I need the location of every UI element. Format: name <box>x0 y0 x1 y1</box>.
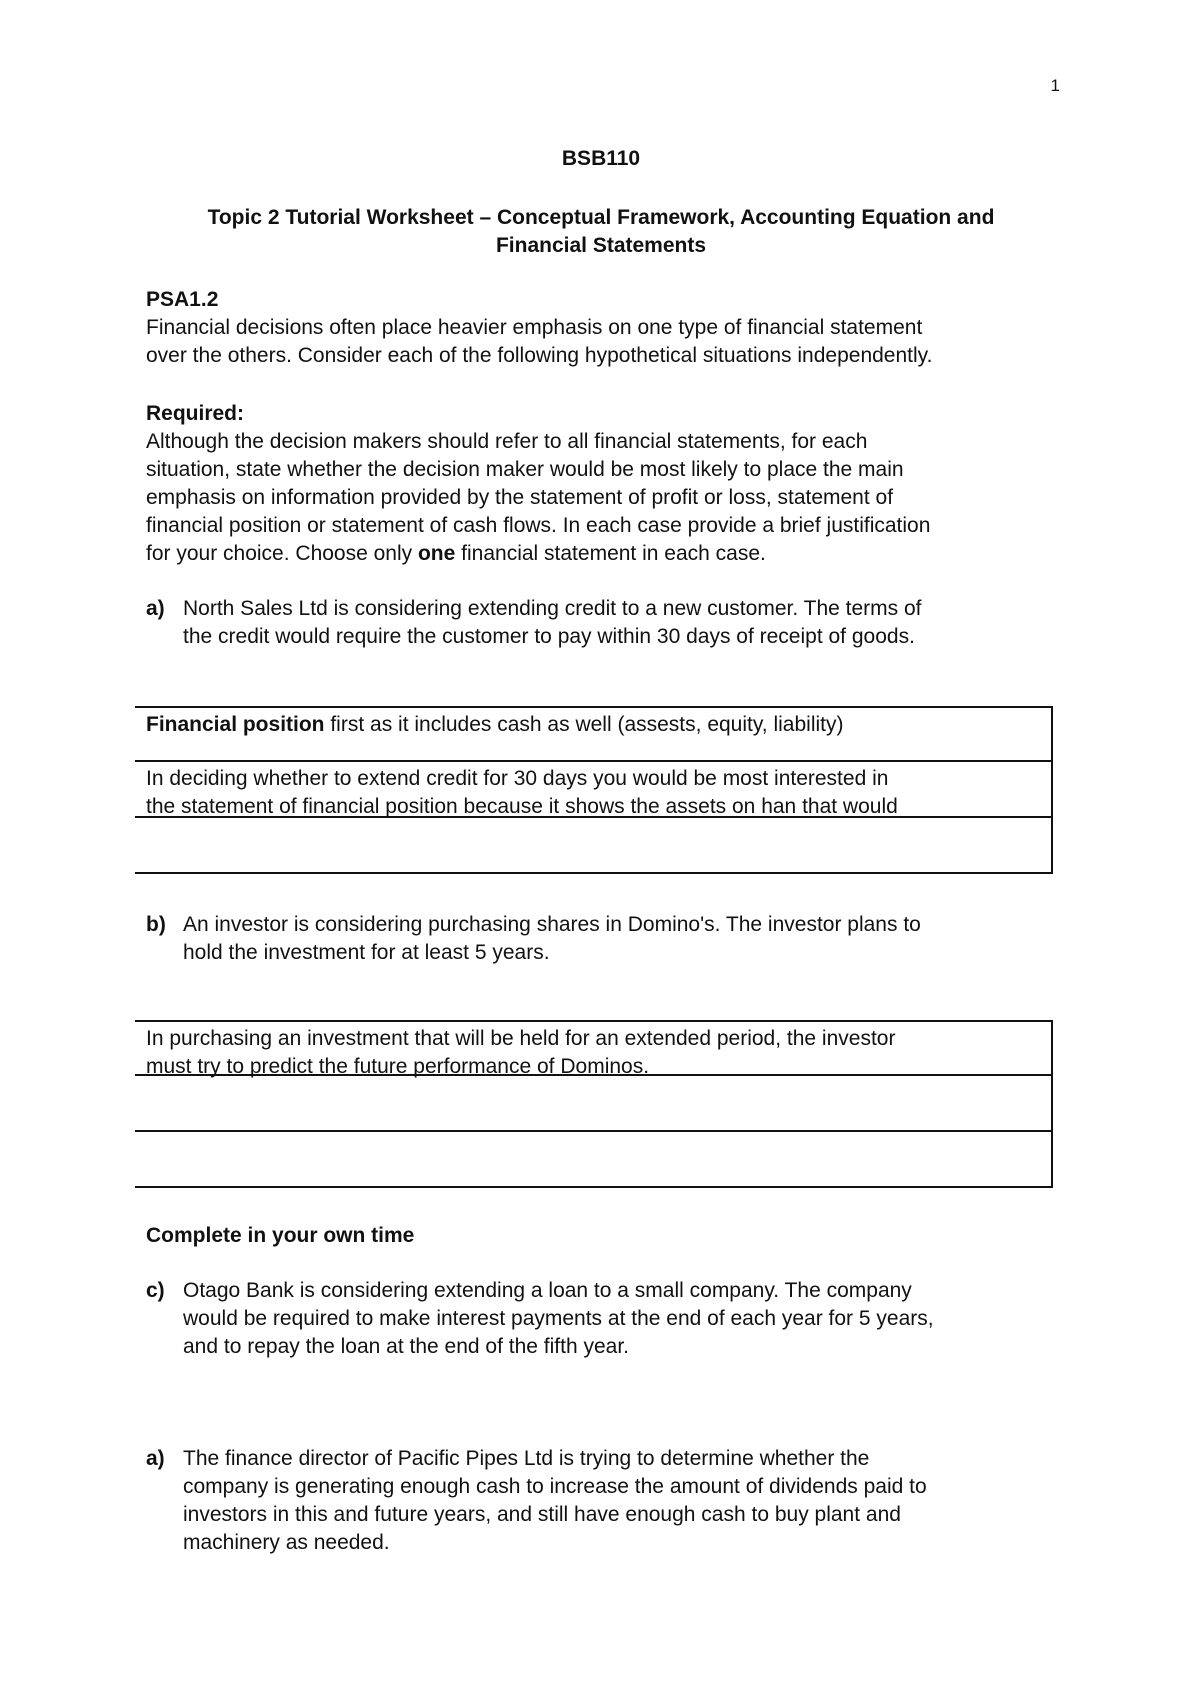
question-d-line-1: The finance director of Pacific Pipes Ltd is trying to determine whether the <box>183 1447 870 1470</box>
question-b-line-2: hold the investment for at least 5 years. <box>183 941 550 964</box>
required-section <box>146 400 1066 568</box>
question-b-text <box>183 911 1066 967</box>
answer-a-row-3[interactable] <box>135 818 1053 874</box>
answer-b-row-1-text <box>146 1025 1039 1081</box>
question-d-line-3: investors in this and future years, and still have enough cash to buy plant and <box>183 1503 901 1526</box>
answer-a-row-2[interactable] <box>135 762 1053 818</box>
required-line-5-end: financial statement in each case. <box>455 542 766 565</box>
question-d-text <box>183 1445 1066 1557</box>
question-c <box>146 1277 1066 1361</box>
answer-a-row-2-line-2: the statement of financial position because it shows the assets on han that would <box>146 795 898 818</box>
question-a-text <box>183 595 1066 651</box>
answer-b-row-1-line-1: In purchasing an investment that will be held for an extended period, the investor <box>146 1027 896 1050</box>
question-d-label: a) <box>146 1447 165 1470</box>
question-c-text <box>183 1277 1066 1361</box>
answer-b-row-2[interactable] <box>135 1076 1053 1132</box>
question-a-label: a) <box>146 597 165 620</box>
required-line-5-text: for your choice. Choose only <box>146 542 418 565</box>
required-emphasis: one <box>417 542 456 565</box>
question-d <box>146 1445 1066 1557</box>
topic-title <box>146 204 1056 260</box>
answer-box-a <box>135 706 1053 874</box>
answer-a-emphasis: Financial position <box>146 713 325 736</box>
question-a <box>146 595 1066 651</box>
question-b-label: b) <box>146 913 166 936</box>
required-line-2: situation, state whether the decision maker would be most likely to place the main <box>146 458 904 481</box>
answer-b-row-1-line-2: must try to predict the future performance of Dominos. <box>146 1055 650 1078</box>
answer-a-row-1-text <box>146 711 1039 739</box>
required-line-5 <box>146 540 1066 568</box>
section-code: PSA1.2 <box>146 288 219 311</box>
topic-title-line-1: Topic 2 Tutorial Worksheet – Conceptual Framework, Accounting Equation and <box>207 206 995 229</box>
question-c-label: c) <box>146 1279 165 1302</box>
question-d-line-4: machinery as needed. <box>183 1531 390 1554</box>
required-line-4: financial position or statement of cash flows. In each case provide a brief justification <box>146 514 931 537</box>
page-number: 1 <box>1050 76 1060 95</box>
answer-b-row-3[interactable] <box>135 1132 1053 1188</box>
question-a-line-2: the credit would require the customer to pay within 30 days of receipt of goods. <box>183 625 915 648</box>
topic-title-line-2: Financial Statements <box>495 234 707 257</box>
required-label: Required: <box>146 402 245 425</box>
answer-a-row-1[interactable] <box>135 706 1053 762</box>
question-c-line-2: would be required to make interest payments at the end of each year for 5 years, <box>183 1307 934 1330</box>
required-line-3: emphasis on information provided by the statement of profit or loss, statement of <box>146 486 894 509</box>
answer-a-row-2-line-1: In deciding whether to extend credit for 30 days you would be most interested in <box>146 767 889 790</box>
question-c-line-3: and to repay the loan at the end of the fifth year. <box>183 1335 629 1358</box>
required-line-1: Although the decision makers should refer to all financial statements, for each <box>146 430 868 453</box>
own-time-heading: Complete in your own time <box>146 1224 415 1247</box>
question-c-line-1: Otago Bank is considering extending a loan to a small company. The company <box>183 1279 912 1302</box>
question-b-line-1: An investor is considering purchasing shares in Domino's. The investor plans to <box>183 913 921 936</box>
answer-a-row-1-rest: first as it includes cash as well (assests, equity, liability) <box>324 713 844 736</box>
intro-section <box>146 286 1066 370</box>
intro-line-1: Financial decisions often place heavier emphasis on one type of financial statement <box>146 316 923 339</box>
answer-b-row-1[interactable] <box>135 1020 1053 1076</box>
course-code: BSB110 <box>561 147 641 170</box>
answer-box-b <box>135 1020 1053 1188</box>
question-b <box>146 911 1066 967</box>
answer-a-row-2-text <box>146 765 1039 821</box>
question-a-line-1: North Sales Ltd is considering extending credit to a new customer. The terms of <box>183 597 922 620</box>
question-d-line-2: company is generating enough cash to increase the amount of dividends paid to <box>183 1475 927 1498</box>
intro-line-2: over the others. Consider each of the following hypothetical situations independently. <box>146 344 933 367</box>
